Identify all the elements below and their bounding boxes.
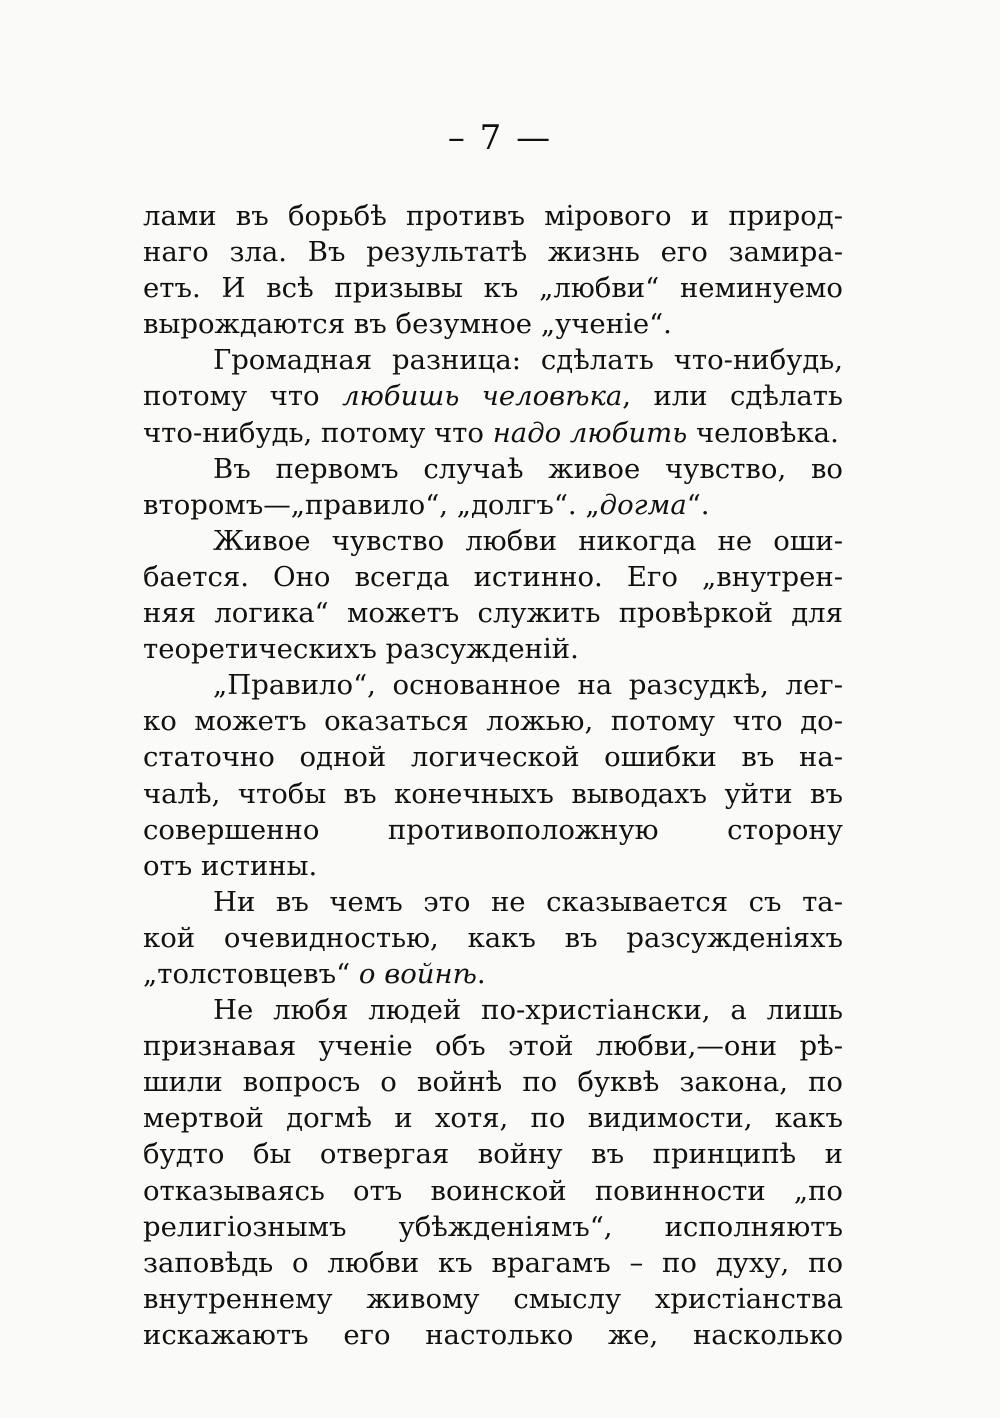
text-line: шили вопросъ о войнѣ по буквѣ закона, по (143, 1066, 843, 1099)
text-line: лами въ борьбѣ противъ мірового и природ- (143, 200, 843, 232)
text-line: кой очевидностью, какъ въ разсужденіяхъ (143, 921, 843, 954)
text-line: Не любя людей по-христіански, а лишь (213, 994, 843, 1027)
text-segment: . (476, 957, 486, 990)
text-line: теоретическихъ разсужденій. (143, 633, 579, 666)
text-segment: что-нибудь, потому что (143, 416, 493, 449)
text-line: будто бы отвергая войну въ принципѣ и (143, 1138, 843, 1171)
italic-emphasis: догма (599, 488, 687, 521)
text-line: статочно одной логической ошибки въ на- (143, 741, 843, 774)
text-line: бается. Оно всегда истинно. Его „внутрен- (143, 560, 843, 593)
text-segment: второмъ—„правило“, „долгъ“. „ (143, 488, 600, 521)
text-segment: „толстовцевъ“ (143, 957, 359, 990)
text-line: етъ. И всѣ призывы къ „любви“ неминуемо (143, 272, 843, 305)
text-segment: потому что (143, 380, 343, 413)
text-line (143, 956, 843, 992)
italic-emphasis: надо любить (492, 416, 688, 449)
text-line: Громадная разница: сдѣлать что-нибудь, (213, 344, 843, 377)
text-line: искажаютъ его настолько же, насколько (143, 1318, 843, 1351)
text-line: „Правило“, основанное на разсудкѣ, лег- (213, 669, 843, 702)
text-line (143, 415, 843, 451)
text-line: совершенно противоположную сторону (143, 813, 843, 846)
text-line: няя логика“ можетъ служить провѣркой для (143, 597, 843, 630)
body-text (143, 198, 843, 1353)
text-line: Въ первомъ случаѣ живое чувство, во (213, 452, 843, 485)
italic-emphasis: о войнѣ (358, 957, 477, 990)
text-line: чалѣ, чтобы въ конечныхъ выводахъ уйти въ (143, 777, 843, 810)
text-line: заповѣдь о любви къ врагамъ – по духу, по (143, 1246, 843, 1279)
text-line: Живое чувство любви никогда не оши- (213, 524, 843, 557)
text-segment: , или сдѣлать (622, 380, 843, 413)
page-number: – 7 — (447, 118, 553, 158)
text-line: Ни въ чемъ это не сказывается съ та- (213, 885, 843, 918)
text-segment: “. (686, 488, 710, 521)
text-line: признавая ученіе объ этой любви,—они рѣ- (143, 1030, 843, 1063)
text-line: религіознымъ убѣжденіямъ“, исполняютъ (143, 1210, 843, 1243)
text-line: вырождаются въ безумное „ученіе“. (143, 308, 672, 341)
text-line: ко можетъ оказаться ложью, потому что до- (143, 705, 843, 738)
text-line (143, 378, 843, 414)
text-line: отъ истины. (143, 849, 318, 882)
text-segment: человѣка. (687, 416, 839, 449)
text-line: внутреннему живому смыслу христіанства (143, 1282, 843, 1315)
text-line: отказываясь отъ воинской повинности „по (143, 1174, 843, 1207)
text-line (143, 487, 843, 523)
text-line: наго зла. Въ результатѣ жизнь его замира- (143, 236, 843, 269)
italic-emphasis: любишь человѣка (342, 380, 623, 413)
text-line: мертвой догмѣ и хотя, по видимости, какъ (143, 1102, 843, 1135)
